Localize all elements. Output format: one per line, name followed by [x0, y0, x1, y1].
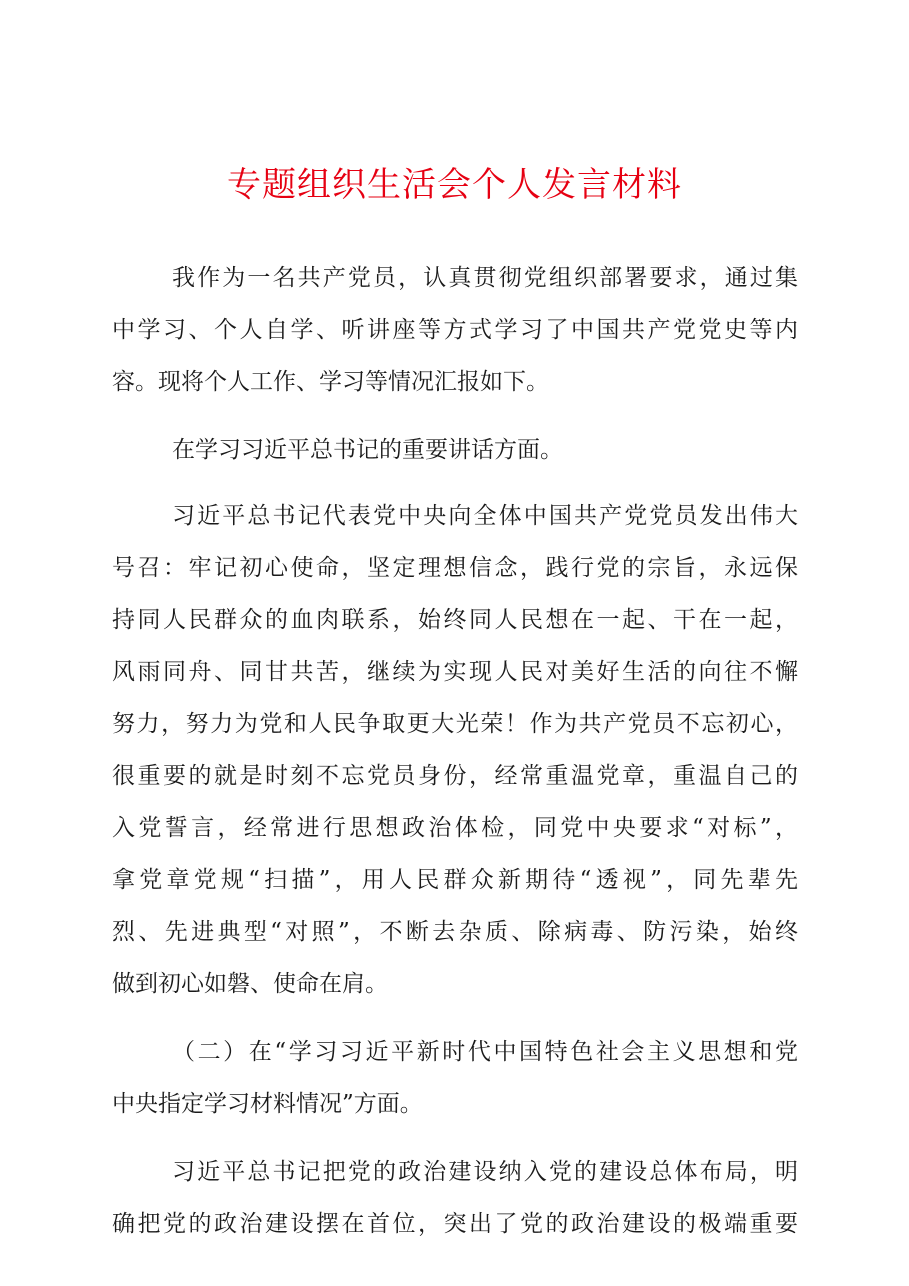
document-title: 专题组织生活会个人发言材料 — [227, 165, 682, 205]
text-line: 很重要的就是时刻不忘党员身份，经常重温党章，重温自己的 — [112, 763, 798, 789]
text-line: 我作为一名共产党员，认真贯彻党组织部署要求，通过集 — [172, 265, 798, 291]
text-line: 习近平总书记把党的政治建设纳入党的建设总体布局，明 — [172, 1159, 798, 1185]
text-line: 烈、先进典型“对照”，不断去杂质、除病毒、防污染，始终 — [112, 919, 798, 945]
text-line: 容。现将个人工作、学习等情况汇报如下。 — [112, 369, 549, 395]
text-line: 习近平总书记代表党中央向全体中国共产党党员发出伟大 — [172, 503, 798, 529]
text-line: 在学习习近平总书记的重要讲话方面。 — [172, 437, 563, 463]
text-line: 入党誓言，经常进行思想政治体检，同党中央要求“对标”， — [112, 815, 798, 841]
text-line: 确把党的政治建设摆在首位，突出了党的政治建设的极端重要 — [112, 1211, 798, 1237]
text-line: 持同人民群众的血肉联系，始终同人民想在一起、干在一起， — [112, 607, 798, 633]
text-line: 号召：牢记初心使命，坚定理想信念，践行党的宗旨，永远保 — [112, 555, 798, 581]
text-line: 努力，努力为党和人民争取更大光荣！作为共产党员不忘初心， — [112, 711, 798, 737]
text-line: 做到初心如磐、使命在肩。 — [112, 971, 388, 997]
text-line: （二）在“学习习近平新时代中国特色社会主义思想和党 — [172, 1039, 798, 1065]
text-line: 中学习、个人自学、听讲座等方式学习了中国共产党党史等内 — [112, 317, 798, 343]
text-line: 拿党章党规“扫描”，用人民群众新期待“透视”，同先辈先 — [112, 867, 798, 893]
text-line: 中央指定学习材料情况”方面。 — [112, 1091, 423, 1117]
text-line: 风雨同舟、同甘共苦，继续为实现人民对美好生活的向往不懈 — [112, 659, 798, 685]
